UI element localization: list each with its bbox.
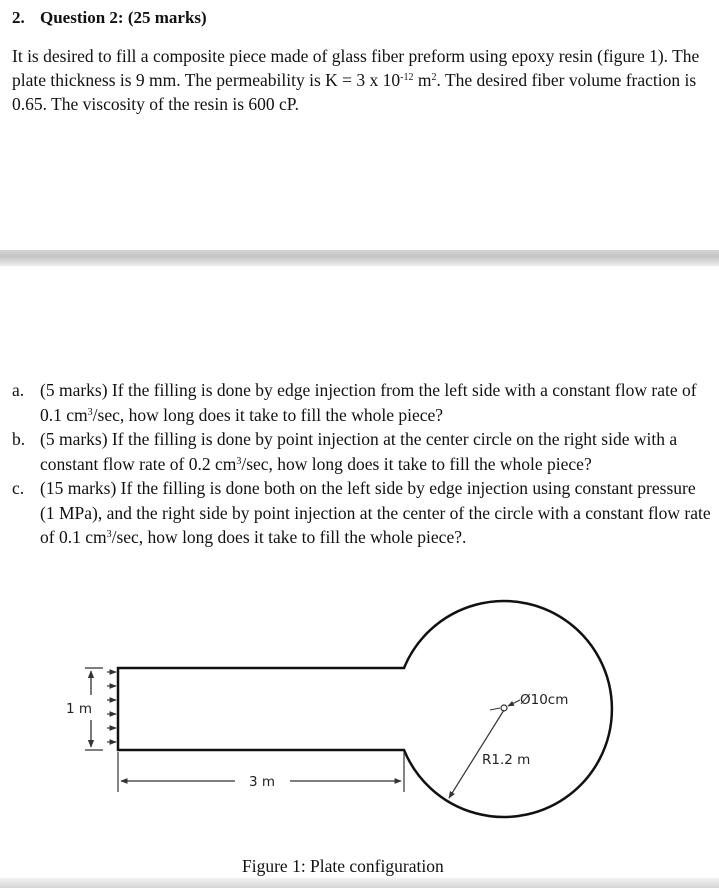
- part-text: (5 marks) If the filling is done by point injection at the center circle on the right side with a constant flow rate of 0.2 $cm^3/\sec$, how long does it take to fill the whole piece?: [40, 429, 678, 474]
- question-parts: [12, 378, 712, 550]
- intro-exponent-2: 2: [431, 72, 437, 83]
- plate-configuration-figure: [0, 560, 719, 860]
- diameter-leader-left: [490, 708, 500, 710]
- part-label: b.: [12, 429, 26, 449]
- length-label: 3 m: [249, 774, 276, 790]
- part-b: [12, 427, 712, 476]
- question-title: Question 2: (25 marks): [40, 8, 207, 27]
- diameter-label: Ø10cm: [520, 692, 569, 708]
- diameter-leader-right: [508, 700, 520, 706]
- edge-injection-arrows: [107, 672, 116, 742]
- page-bottom-edge: [0, 878, 719, 888]
- intro-text-3: . The desired fiber volume fraction is 0.65. The viscosity of the resin is 600 cP.: [12, 70, 697, 114]
- part-text: (15 marks) If the filling is done both on the left side by edge injection using constant pressure (1 MPa), and the right side by point injection at the center of the circle with a constant flow rate of 0.1 $cm^3/\sec$, how long does it take to fill the whole piece?.: [40, 478, 711, 547]
- radius-label: R1.2 m: [482, 752, 531, 768]
- plate-outline: [118, 601, 612, 817]
- intro-text-1: It is desired to fill a composite piece made of glass fiber preform using epoxy resin (figure 1). The plate thickness is 9 mm. The permeability is K = 3 x 10: [12, 46, 700, 90]
- part-c: [12, 476, 712, 550]
- figure-caption: Figure 1: Plate configuration: [242, 856, 444, 876]
- part-a: [12, 378, 712, 427]
- question-heading: [12, 8, 207, 28]
- question-number: 2.: [12, 8, 25, 27]
- intro-text-2: m: [413, 70, 432, 90]
- height-label: 1 m: [66, 701, 93, 717]
- question-intro: [12, 44, 702, 116]
- part-label: c.: [12, 478, 25, 498]
- part-label: a.: [12, 380, 25, 400]
- intro-exponent-1: -12: [400, 72, 414, 83]
- page-divider: [0, 250, 719, 266]
- part-text: (5 marks) If the filling is done by edge injection from the left side with a constant flow rate of 0.1 $cm^3/\sec$, how long does it take to fill the whole piece?: [40, 380, 697, 425]
